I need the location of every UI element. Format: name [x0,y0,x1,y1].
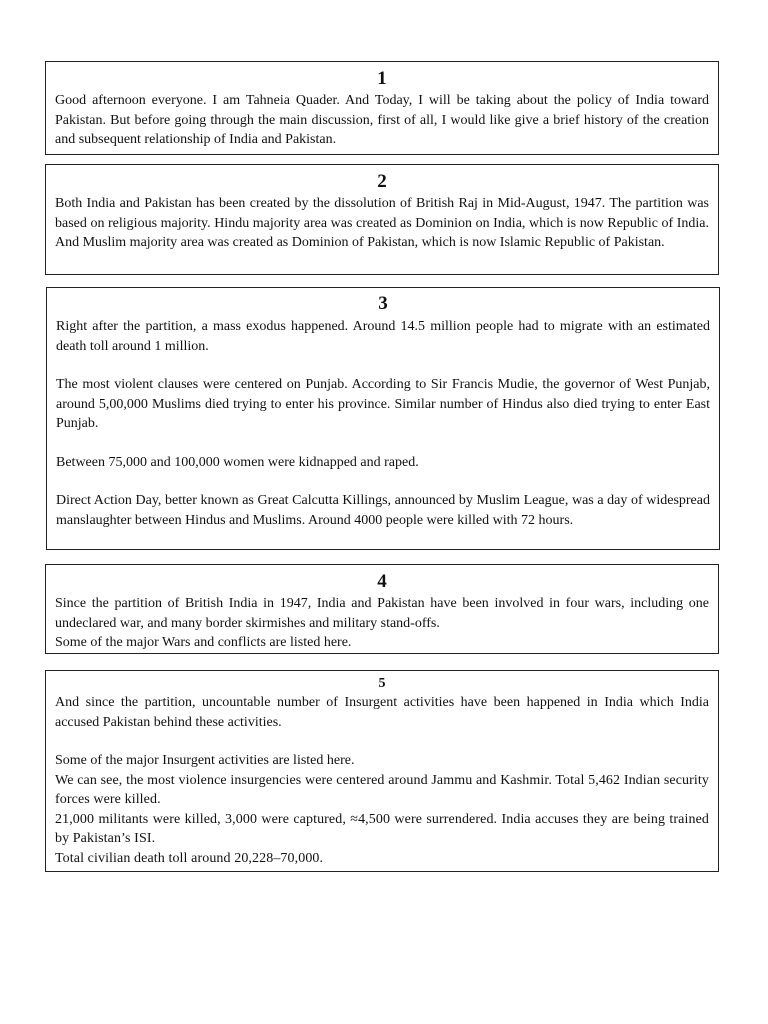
slide-number: 5 [378,676,386,691]
fact-line: 21,000 militants were killed, 3,000 were captured, ≈4,500 were surrendered. India accuses they are being trained by Pakistan’s ISI. [55,811,709,846]
slide-number: 2 [377,171,387,192]
fact-line: Total civilian death toll around 20,228–70,000. [55,850,324,866]
slide-number: 4 [377,571,387,592]
paragraph: Some of the major Insurgent activities are listed here. [55,753,355,768]
paragraph: Good afternoon everyone. I am Tahneia Quader. And Today, I will be taking about the policy of India toward Pakistan. But before going through the main discussion, first of all, I would like give a brief history of the creation and subsequent relationship of India and Pakistan. [55,93,709,147]
paragraph: Direct Action Day, better known as Great Calcutta Killings, announced by Muslim League, was a day of widespread manslaughter between Hindus and Muslims. Around 4000 people were killed with 72 hours. [56,493,710,528]
paragraph: Between 75,000 and 100,000 women were kidnapped and raped. [56,454,419,470]
paragraph: Some of the major Wars and conflicts are listed here. [55,635,352,650]
paragraph: Right after the partition, a mass exodus happened. Around 14.5 million people had to migrate with an estimated death toll around 1 million. [56,319,710,354]
paragraph: Since the partition of British India in 1947, India and Pakistan have been involved in four wars, including one undeclared war, and many border skirmishes and military stand-offs. [55,596,709,631]
slide-number: 3 [378,293,388,314]
slide-5 [45,670,719,872]
slide-2 [45,164,719,275]
slide-number: 1 [377,68,387,89]
paragraph: Both India and Pakistan has been created by the dissolution of British Raj in Mid-August, 1947. The partition was based on religious majority. Hindu majority area was created as Dominion on India, which is now Republic of India. And Muslim majority area was created as Dominion of Pakistan, which is now Islamic Republic of Pakistan. [55,196,709,250]
slide-4 [45,564,719,654]
paragraph: The most violent clauses were centered on Punjab. According to Sir Francis Mudie, the governor of West Punjab, around 5,00,000 Muslims died trying to enter his province. Similar number of Hindus also died trying to enter East Punjab. [56,377,710,431]
fact-line: We can see, the most violence insurgencies were centered around Jammu and Kashmir. Total 5,462 Indian security forces were killed. [55,772,709,807]
paragraph: And since the partition, uncountable number of Insurgent activities have been happened in India which India accused Pakistan behind these activities. [55,695,709,730]
slide-1 [45,61,719,155]
slide-3 [46,287,720,550]
